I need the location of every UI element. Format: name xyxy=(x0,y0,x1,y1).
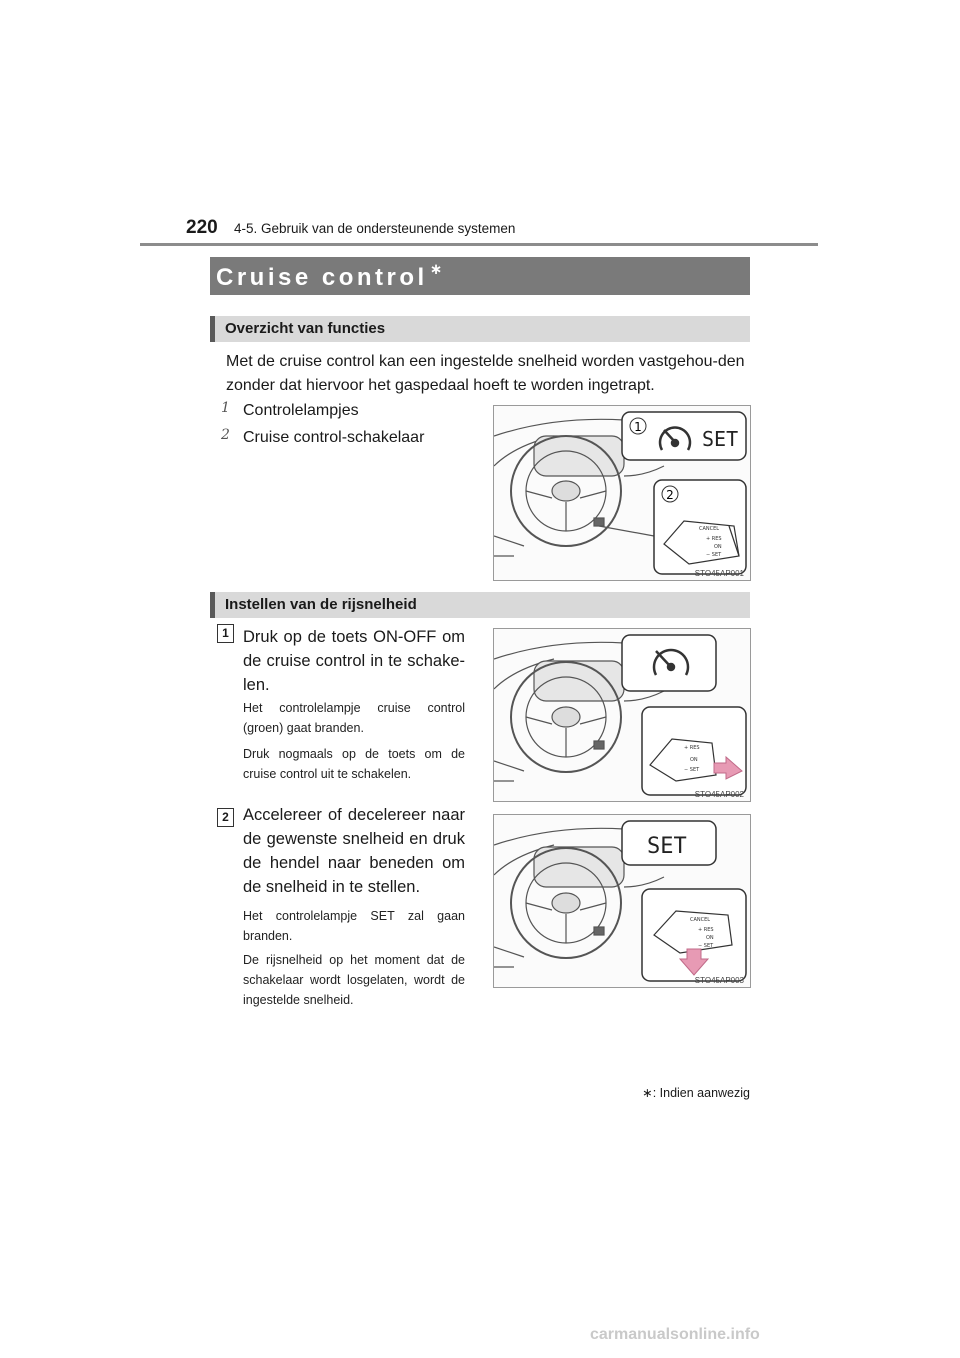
lever-res-label: + RES xyxy=(684,745,700,751)
set-label: SET xyxy=(702,427,739,451)
callout-2-label: 2 xyxy=(666,488,674,502)
section-heading-overview xyxy=(210,316,750,342)
section-accent xyxy=(210,316,215,342)
set-label: SET xyxy=(647,834,687,859)
step-number: 1 xyxy=(217,624,234,643)
lever-res-label: + RES xyxy=(706,536,722,542)
figure-step-1 xyxy=(493,628,751,802)
item-label: Cruise control-schakelaar xyxy=(243,429,425,446)
section-heading-setting xyxy=(210,592,750,618)
running-header: 4-5. Gebruik van de ondersteunende systemen xyxy=(234,221,516,236)
lever-set-label: − SET xyxy=(684,767,700,773)
step-note: Het controlelampje cruise control (groen) gaat branden. xyxy=(243,701,465,735)
item-label: Controlelampjes xyxy=(243,402,359,419)
section-title: Instellen van de rijsnelheid xyxy=(225,596,417,613)
lever-on-label: ON xyxy=(690,757,698,763)
list-item xyxy=(221,426,230,444)
figure-code: STO45AP001 xyxy=(694,569,744,578)
lever-res-label: + RES xyxy=(698,927,714,933)
figure-code: STO45AP002 xyxy=(694,790,744,799)
optional-mark: ∗ xyxy=(429,261,443,278)
step-number: 2 xyxy=(217,808,234,827)
item-number: 1 xyxy=(221,400,230,416)
intro-paragraph: Met de cruise control kan een ingestelde snelheid worden vastgehou-den zonder dat hiervoor het gaspedaal hoeft te worden ingetrapt. xyxy=(226,353,745,394)
dashboard-illustration xyxy=(494,629,750,801)
lever-cancel-label: CANCEL xyxy=(690,917,711,923)
lever-on-label: ON xyxy=(706,935,714,941)
step-text: Accelereer of decelereer naar de gewenste snelheid en druk de hendel naar beneden om de snelheid in te stellen. xyxy=(243,806,465,896)
callout-1-label: 1 xyxy=(634,420,642,434)
dashboard-illustration xyxy=(494,406,750,580)
item-number: 2 xyxy=(221,427,230,443)
indicator-panel xyxy=(622,635,716,691)
header-rule xyxy=(140,243,818,246)
dashboard-illustration xyxy=(494,815,750,987)
watermark: carmanualsonline.info xyxy=(590,1326,760,1343)
figure-code: STO45AP003 xyxy=(694,976,744,985)
figure-step-2 xyxy=(493,814,751,988)
lever-set-label: − SET xyxy=(706,552,722,558)
footnote xyxy=(600,1085,750,1100)
step-note: Druk nogmaals op de toets om de cruise control uit te schakelen. xyxy=(243,747,465,781)
footnote-mark: ∗ xyxy=(642,1086,653,1100)
step-note: Het controlelampje SET zal gaan branden. xyxy=(243,909,465,943)
figure-overview xyxy=(493,405,751,581)
section-title: Overzicht van functies xyxy=(225,320,386,337)
page-title xyxy=(216,261,443,292)
step-text: Druk op de toets ON-OFF om de cruise control in te schake-len. xyxy=(243,628,465,694)
step-note: De rijsnelheid op het moment dat de schakelaar wordt losgelaten, wordt de ingestelde snelheid. xyxy=(243,953,465,1007)
lever-on-label: ON xyxy=(714,544,722,550)
list-item xyxy=(221,399,230,417)
lever-set-label: − SET xyxy=(698,943,714,949)
footnote-text: : Indien aanwezig xyxy=(652,1086,750,1100)
section-accent xyxy=(210,592,215,618)
title-text: Cruise control xyxy=(216,264,428,291)
page-number: 220 xyxy=(186,217,218,238)
lever-cancel-label: CANCEL xyxy=(699,526,720,532)
